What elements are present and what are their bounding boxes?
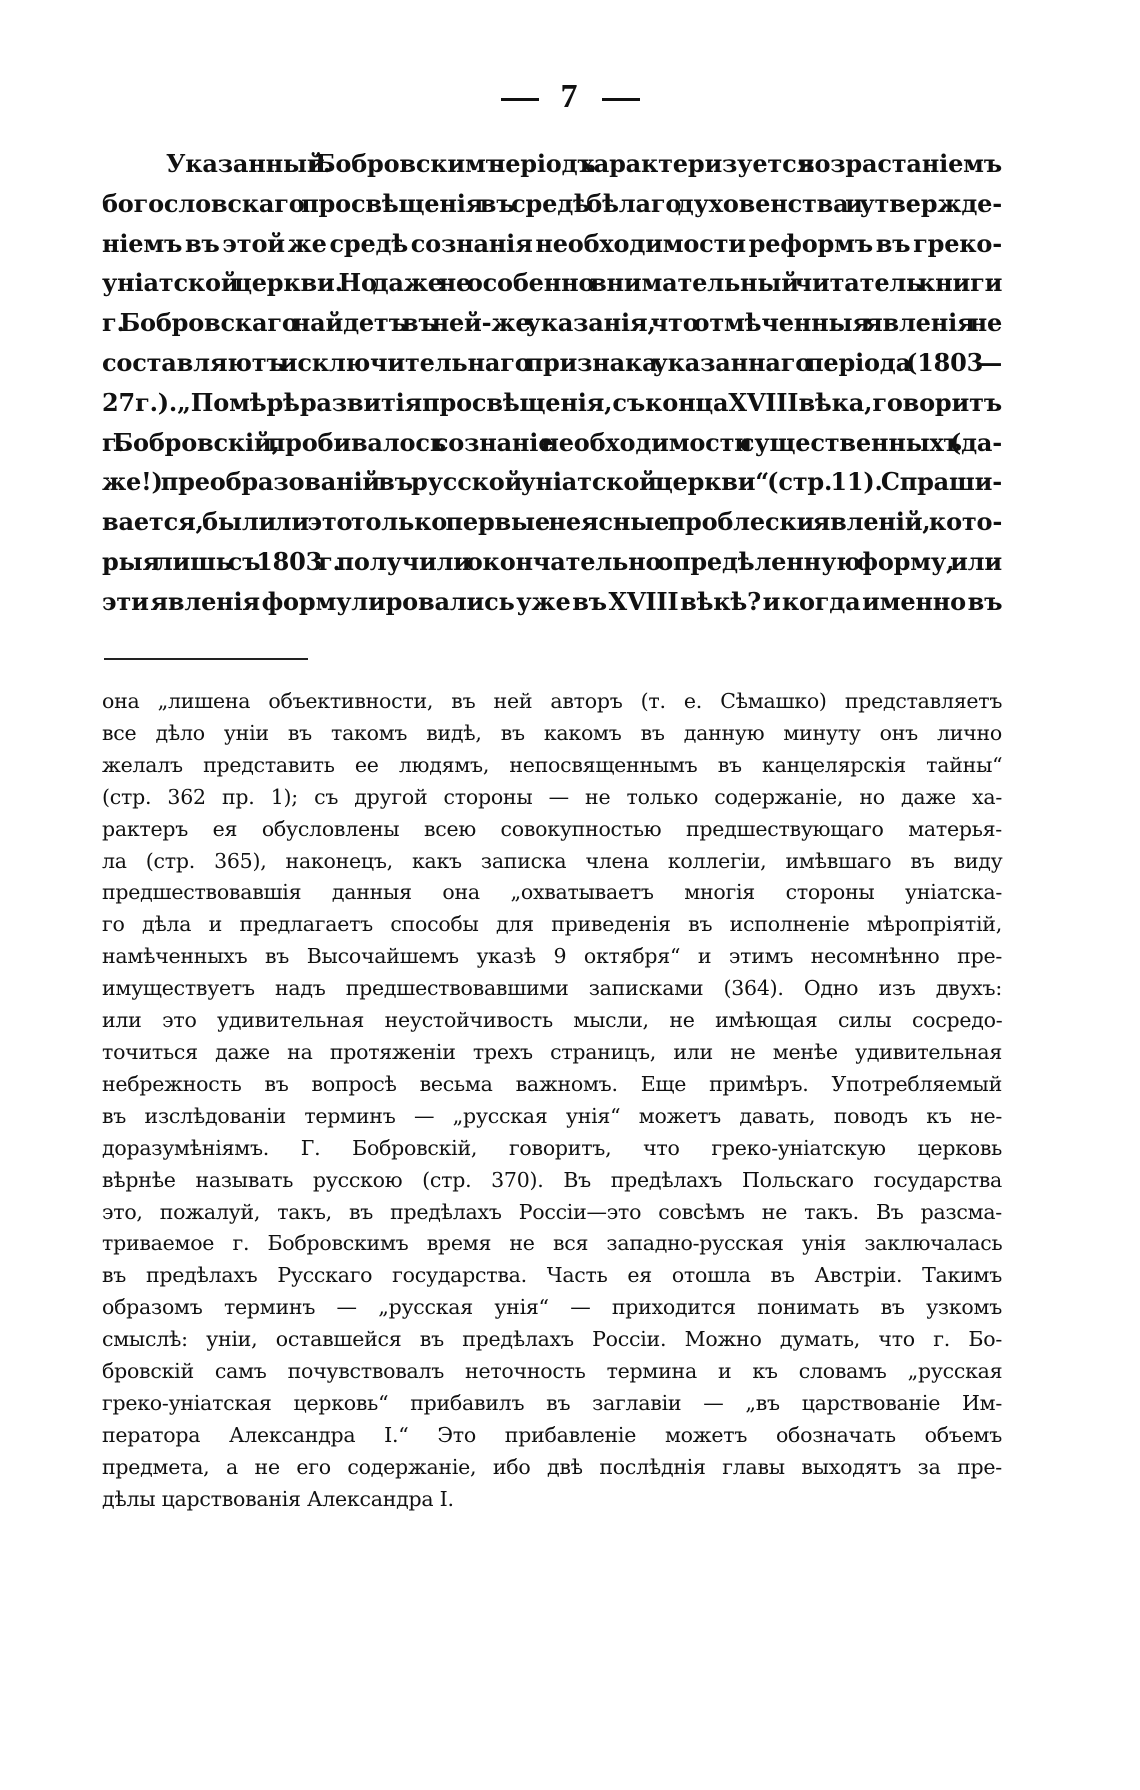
footnote-line: имуществуетъ надъ предшествовавшими записками (364). Одно изъ двухъ: — [102, 976, 1002, 1001]
footnote-line: доразумѣніямъ. Г. Бобровскій, говоритъ, что греко-уніатскую церковь — [102, 1135, 1003, 1160]
footnote-line: предмета, а не его содержаніе, ибо двѣ послѣднія главы выходятъ за пре- — [102, 1454, 1002, 1479]
footnote — [102, 686, 1002, 1516]
page-number: 7 — [560, 78, 580, 115]
footnote-line: греко-уніатская церковь“ прибавилъ въ заглавіи — „въ царствованіе Им- — [102, 1390, 1002, 1415]
footnote-line: желалъ представить ее людямъ, непосвященнымъ въ канцелярскія тайны“ — [102, 752, 1003, 777]
footnote-line: ператора Александра I.“ Это прибавленіе можетъ обозначать объемъ — [102, 1422, 1003, 1447]
footnote-line: въ изслѣдованіи терминъ — „русская унія“ можетъ давать, поводъ къ не- — [102, 1103, 1003, 1128]
footnote-line: это, пожалуй, такъ, въ предѣлахъ Россіи—это совсѣмъ не такъ. Въ разсма- — [102, 1199, 1002, 1224]
right-dash — [602, 98, 640, 101]
main-line: вается, были ли это только первые неясные проблески явленій, кото- — [102, 507, 1003, 537]
left-dash — [501, 98, 539, 101]
main-line: ніемъ въ этой же средѣ сознанія необходимости реформъ въ греко- — [102, 228, 1002, 258]
main-line: г. Бобровскій, пробивалось сознаніе необходимости существенныхъ (да- — [102, 427, 1002, 457]
main-paragraph — [102, 144, 1002, 622]
footnote-line: дѣлы царствованія Александра I. — [102, 1486, 454, 1511]
main-line: эти явленія формулировались уже въ XVIII вѣкѣ? и когда именно въ — [102, 586, 1003, 616]
footnote-line: вѣрнѣе называть русскою (стр. 370). Въ предѣлахъ Польскаго государства — [102, 1167, 1002, 1192]
footnote-line: бровскій самъ почувствовалъ неточность термина и къ словамъ „русская — [102, 1359, 1003, 1384]
footnote-divider — [104, 658, 308, 660]
footnote-line: рактеръ ея обусловлены всею совокупностью предшествующаго матерья- — [102, 816, 1002, 841]
main-line: составляютъ исключительнаго признака указаннаго періода (1803 — — [102, 347, 1002, 377]
footnote-line: она „лишена объективности, въ ней авторъ (т. е. Сѣмашко) представляетъ — [102, 689, 1003, 713]
footnote-line: триваемое г. Бобровскимъ время не вся западно-русская унія заключалась — [102, 1231, 1003, 1256]
main-line: богословскаго просвѣщенія въ средѣ бѣлаго духовенства и утвержде- — [102, 188, 1002, 218]
footnote-line: или это удивительная неустойчивость мысли, не имѣющая силы сосредо- — [102, 1008, 1003, 1033]
footnote-line: ла (стр. 365), наконецъ, какъ записка члена коллегіи, имѣвшаго въ виду — [102, 848, 1003, 873]
footnote-line: образомъ терминъ — „русская унія“ — приходится понимать въ узкомъ — [102, 1295, 1002, 1320]
footnote-line: точиться даже на протяженіи трехъ страницъ, или не менѣе удивительная — [102, 1039, 1003, 1064]
main-line: Указанный г. Бобровскимъ періодъ характеризуется возрастаніемъ — [166, 149, 1002, 178]
main-line: 27 г.). „По мѣрѣ развитія просвѣщенія, съ конца XVIII вѣка, говоритъ — [102, 387, 1002, 417]
main-line: же!) преобразованій въ русской уніатской церкви“ (стр. 11). Спраши- — [102, 467, 1002, 497]
main-line: г. Бобровскаго найдетъ въ ней-же указанія, что отмѣченныя явленія не — [102, 308, 1003, 338]
footnote-line: предшествовавшія данныя она „охватываетъ многія стороны уніатска- — [102, 880, 1003, 905]
main-line: уніатской церкви. Но даже не особенно внимательный читатель книги — [102, 268, 1003, 298]
footnote-line: небрежность въ вопросѣ весьма важномъ. Еще примѣръ. Употребляемый — [102, 1071, 1003, 1096]
footnote-line: намѣченныхъ въ Высочайшемъ указѣ 9 октября“ и этимъ несомнѣнно пре- — [102, 944, 1002, 969]
footnote-line: въ предѣлахъ Русскаго государства. Часть ея отошла въ Австріи. Такимъ — [102, 1263, 1002, 1288]
footnote-line: (стр. 362 пр. 1); съ другой стороны — не только содержаніе, но даже ха- — [102, 784, 1002, 809]
footnote-line: все дѣло уніи въ такомъ видѣ, въ какомъ въ данную минуту онъ лично — [102, 720, 1002, 745]
footnote-line: смыслѣ: уніи, оставшейся въ предѣлахъ Россіи. Можно думать, что г. Бо- — [102, 1327, 1002, 1352]
page-number-header — [0, 78, 1140, 116]
main-line: рыя лишь съ 1803 г. получили окончательно опредѣленную форму, или — [102, 546, 1002, 576]
footnote-line: го дѣла и предлагаетъ способы для приведенія въ исполненіе мѣропріятій, — [102, 912, 1002, 937]
